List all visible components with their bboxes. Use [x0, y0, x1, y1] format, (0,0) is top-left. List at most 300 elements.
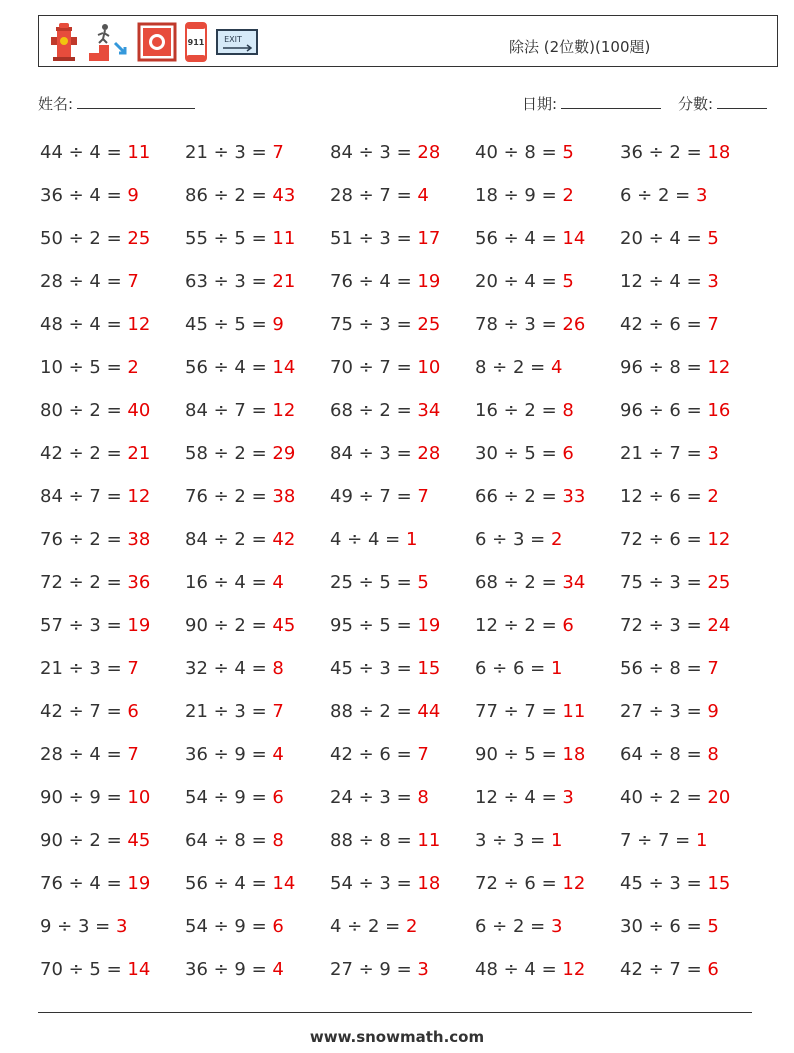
problem-answer: 14: [272, 357, 296, 378]
problem: [475, 913, 562, 941]
problem-answer: 2: [405, 916, 418, 937]
problem-question: 90 ÷ 5 =: [475, 744, 557, 765]
problem: [620, 397, 730, 425]
problem-answer: 3: [707, 443, 719, 464]
problem-question: 21 ÷ 3 =: [185, 142, 267, 163]
problem-question: 16 ÷ 4 =: [185, 572, 267, 593]
problem-answer: 16: [707, 400, 731, 421]
problem-question: 32 ÷ 4 =: [185, 658, 267, 679]
problem-question: 40 ÷ 2 =: [620, 787, 702, 808]
problem-answer: 18: [417, 873, 441, 894]
problem-question: 70 ÷ 7 =: [330, 357, 412, 378]
problem-question: 6 ÷ 3 =: [475, 529, 546, 550]
problem-question: 6 ÷ 2 =: [475, 916, 546, 937]
problem: [185, 827, 284, 855]
problem-question: 77 ÷ 7 =: [475, 701, 557, 722]
problem-answer: 12: [562, 873, 586, 894]
problem-question: 45 ÷ 3 =: [330, 658, 412, 679]
problem-answer: 2: [550, 529, 563, 550]
problem-question: 40 ÷ 8 =: [475, 142, 557, 163]
problem: [40, 741, 139, 769]
problem-question: 30 ÷ 6 =: [620, 916, 702, 937]
problem-answer: 45: [127, 830, 151, 851]
problem: [185, 139, 284, 167]
problem: [330, 741, 429, 769]
problem-question: 84 ÷ 3 =: [330, 142, 412, 163]
problem: [475, 311, 585, 339]
problem-question: 88 ÷ 8 =: [330, 830, 412, 851]
problem-question: 12 ÷ 4 =: [475, 787, 557, 808]
problem-question: 16 ÷ 2 =: [475, 400, 557, 421]
score-field: [678, 93, 767, 114]
problem-question: 86 ÷ 2 =: [185, 185, 267, 206]
problem: [475, 569, 585, 597]
problem-question: 76 ÷ 4 =: [330, 271, 412, 292]
problem-question: 6 ÷ 2 =: [620, 185, 691, 206]
problem: [185, 784, 284, 812]
problem-question: 54 ÷ 9 =: [185, 787, 267, 808]
problem: [40, 913, 127, 941]
problem-grid: [40, 139, 770, 999]
problem-question: 64 ÷ 8 =: [620, 744, 702, 765]
problem-answer: 11: [272, 228, 296, 249]
problem: [330, 655, 440, 683]
problem-question: 27 ÷ 9 =: [330, 959, 412, 980]
problem-question: 56 ÷ 4 =: [475, 228, 557, 249]
problem-question: 36 ÷ 4 =: [40, 185, 122, 206]
problem: [40, 956, 150, 984]
problem-answer: 5: [417, 572, 429, 593]
problem: [475, 483, 585, 511]
problem: [475, 612, 574, 640]
problem-question: 90 ÷ 9 =: [40, 787, 122, 808]
problem: [330, 440, 440, 468]
problem-question: 66 ÷ 2 =: [475, 486, 557, 507]
problem-answer: 1: [550, 830, 563, 851]
problem-answer: 1: [695, 830, 708, 851]
problem: [620, 139, 730, 167]
problem-answer: 8: [707, 744, 719, 765]
problem-answer: 15: [417, 658, 441, 679]
problem-question: 24 ÷ 3 =: [330, 787, 412, 808]
problem-answer: 21: [272, 271, 296, 292]
problem-answer: 7: [417, 486, 429, 507]
problem: [330, 827, 440, 855]
problem-question: 78 ÷ 3 =: [475, 314, 557, 335]
problem-question: 76 ÷ 4 =: [40, 873, 122, 894]
problem: [620, 268, 719, 296]
problem: [40, 268, 139, 296]
problem: [620, 827, 707, 855]
problem-answer: 7: [417, 744, 429, 765]
problem-question: 9 ÷ 3 =: [40, 916, 111, 937]
problem: [475, 827, 562, 855]
problem-answer: 6: [272, 787, 284, 808]
problem-question: 76 ÷ 2 =: [185, 486, 267, 507]
problem-answer: 7: [127, 271, 139, 292]
problem-answer: 5: [707, 228, 719, 249]
problem-answer: 18: [707, 142, 731, 163]
problem: [40, 397, 150, 425]
problem-answer: 6: [127, 701, 139, 722]
problem: [185, 397, 295, 425]
problem: [40, 182, 139, 210]
problem-answer: 5: [562, 142, 574, 163]
problem-question: 90 ÷ 2 =: [40, 830, 122, 851]
problem-question: 54 ÷ 9 =: [185, 916, 267, 937]
problem-question: 36 ÷ 9 =: [185, 744, 267, 765]
problem: [40, 225, 150, 253]
problem: [620, 913, 719, 941]
problem-question: 3 ÷ 3 =: [475, 830, 546, 851]
problem-answer: 5: [562, 271, 574, 292]
problem-question: 4 ÷ 2 =: [330, 916, 401, 937]
problem-answer: 24: [707, 615, 731, 636]
problem: [40, 655, 139, 683]
problem-answer: 19: [417, 615, 441, 636]
problem: [620, 655, 719, 683]
problem-answer: 7: [272, 142, 284, 163]
problem-answer: 34: [562, 572, 586, 593]
problem: [330, 913, 417, 941]
problem: [330, 397, 440, 425]
problem-answer: 3: [562, 787, 574, 808]
problem: [330, 225, 440, 253]
problem: [40, 139, 150, 167]
problem-answer: 12: [127, 314, 151, 335]
problem-question: 42 ÷ 6 =: [330, 744, 412, 765]
problem-answer: 4: [550, 357, 563, 378]
problem-answer: 2: [127, 357, 139, 378]
problem-answer: 40: [127, 400, 151, 421]
exit-sign-icon: [215, 21, 259, 63]
problem-answer: 9: [707, 701, 719, 722]
problem: [185, 870, 295, 898]
problem-answer: 15: [707, 873, 731, 894]
problem-answer: 38: [272, 486, 296, 507]
problem: [475, 870, 585, 898]
problem-answer: 6: [562, 443, 574, 464]
problem-answer: 12: [127, 486, 151, 507]
problem: [475, 268, 574, 296]
problem-answer: 42: [272, 529, 296, 550]
problem: [185, 569, 284, 597]
problem-answer: 9: [272, 314, 284, 335]
problem: [330, 182, 429, 210]
problem-question: 76 ÷ 2 =: [40, 529, 122, 550]
problem-question: 58 ÷ 2 =: [185, 443, 267, 464]
problem-question: 57 ÷ 3 =: [40, 615, 122, 636]
problem-question: 80 ÷ 2 =: [40, 400, 122, 421]
problem-question: 6 ÷ 6 =: [475, 658, 546, 679]
problem-question: 64 ÷ 8 =: [185, 830, 267, 851]
problem: [620, 311, 719, 339]
problem-answer: 25: [417, 314, 441, 335]
problem: [475, 655, 562, 683]
problem-question: 72 ÷ 6 =: [475, 873, 557, 894]
problem: [185, 612, 295, 640]
problem-question: 42 ÷ 7 =: [620, 959, 702, 980]
problem-question: 63 ÷ 3 =: [185, 271, 267, 292]
problem-question: 56 ÷ 4 =: [185, 873, 267, 894]
problem: [185, 483, 295, 511]
problem-question: 75 ÷ 3 =: [330, 314, 412, 335]
problem-answer: 3: [115, 916, 128, 937]
problem: [475, 698, 585, 726]
problem: [40, 870, 150, 898]
problem-answer: 7: [272, 701, 284, 722]
problem-answer: 8: [562, 400, 574, 421]
problem-answer: 3: [550, 916, 563, 937]
problem: [40, 354, 139, 382]
problem-question: 12 ÷ 4 =: [620, 271, 702, 292]
problem-answer: 10: [417, 357, 441, 378]
problem: [330, 268, 440, 296]
problem: [620, 698, 719, 726]
problem: [475, 526, 562, 554]
problem-answer: 28: [417, 142, 441, 163]
problem-question: 20 ÷ 4 =: [620, 228, 702, 249]
problem-question: 45 ÷ 5 =: [185, 314, 267, 335]
problem: [330, 526, 417, 554]
problem-answer: 8: [272, 658, 284, 679]
problem: [620, 483, 719, 511]
exit-sign-text: EXIT: [224, 35, 242, 44]
problem-answer: 14: [127, 959, 151, 980]
problem: [40, 440, 150, 468]
problem-question: 48 ÷ 4 =: [40, 314, 122, 335]
problem-question: 36 ÷ 2 =: [620, 142, 702, 163]
problem-question: 18 ÷ 9 =: [475, 185, 557, 206]
problem: [475, 225, 585, 253]
problem-question: 49 ÷ 7 =: [330, 486, 412, 507]
problem: [40, 827, 150, 855]
phone-911-icon: [183, 21, 209, 63]
problem-question: 90 ÷ 2 =: [185, 615, 267, 636]
problem-answer: 4: [272, 959, 284, 980]
problem: [330, 569, 429, 597]
problem-question: 42 ÷ 7 =: [40, 701, 122, 722]
problem-answer: 11: [562, 701, 586, 722]
problem-question: 7 ÷ 7 =: [620, 830, 691, 851]
problem-answer: 6: [272, 916, 284, 937]
problem-question: 10 ÷ 5 =: [40, 357, 122, 378]
emergency-stairs-icon: [87, 21, 131, 63]
problem-question: 27 ÷ 3 =: [620, 701, 702, 722]
problem: [185, 741, 284, 769]
problem-question: 96 ÷ 8 =: [620, 357, 702, 378]
problem: [185, 354, 295, 382]
problem-answer: 19: [127, 873, 151, 894]
name-blank[interactable]: [77, 94, 195, 109]
problem: [620, 440, 719, 468]
problem: [330, 612, 440, 640]
score-label: 分數:: [678, 95, 714, 113]
problem: [330, 956, 429, 984]
problem-answer: 38: [127, 529, 151, 550]
problem-answer: 20: [707, 787, 731, 808]
problem-answer: 7: [127, 744, 139, 765]
problem-question: 42 ÷ 6 =: [620, 314, 702, 335]
problem-answer: 4: [272, 572, 284, 593]
problem-answer: 43: [272, 185, 296, 206]
problem-answer: 7: [707, 314, 719, 335]
problem-question: 55 ÷ 5 =: [185, 228, 267, 249]
problem-question: 36 ÷ 9 =: [185, 959, 267, 980]
problem-question: 28 ÷ 4 =: [40, 744, 122, 765]
problem-answer: 3: [695, 185, 708, 206]
problem-answer: 11: [417, 830, 441, 851]
problem: [330, 698, 440, 726]
problem-answer: 26: [562, 314, 586, 335]
problem-question: 25 ÷ 5 =: [330, 572, 412, 593]
problem-answer: 14: [562, 228, 586, 249]
problem-answer: 36: [127, 572, 151, 593]
date-blank[interactable]: [561, 94, 661, 109]
problem: [330, 870, 440, 898]
problem-question: 54 ÷ 3 =: [330, 873, 412, 894]
problem: [40, 483, 150, 511]
problem-answer: 5: [707, 916, 719, 937]
problem: [40, 311, 150, 339]
date-label: 日期:: [522, 95, 558, 113]
problem-answer: 18: [562, 744, 586, 765]
problem-answer: 44: [417, 701, 441, 722]
problem-question: 45 ÷ 3 =: [620, 873, 702, 894]
problem-answer: 2: [707, 486, 719, 507]
problem-answer: 3: [707, 271, 719, 292]
problem: [475, 354, 562, 382]
problem: [475, 182, 574, 210]
problem-question: 56 ÷ 8 =: [620, 658, 702, 679]
problem-question: 51 ÷ 3 =: [330, 228, 412, 249]
problem-question: 48 ÷ 4 =: [475, 959, 557, 980]
problem: [620, 741, 719, 769]
problem: [330, 354, 440, 382]
problem-question: 96 ÷ 6 =: [620, 400, 702, 421]
problem-answer: 4: [272, 744, 284, 765]
problem: [185, 526, 295, 554]
problem-answer: 6: [707, 959, 719, 980]
problem-answer: 33: [562, 486, 586, 507]
problem-answer: 4: [417, 185, 429, 206]
problem-question: 28 ÷ 4 =: [40, 271, 122, 292]
problem: [185, 913, 284, 941]
problem: [185, 182, 295, 210]
problem: [185, 225, 295, 253]
problem-question: 88 ÷ 2 =: [330, 701, 412, 722]
problem: [185, 311, 284, 339]
problem: [40, 612, 150, 640]
problem-answer: 1: [405, 529, 418, 550]
problem-question: 95 ÷ 5 =: [330, 615, 412, 636]
footer-site: www.snowmath.com: [309, 1028, 485, 1046]
problem-answer: 10: [127, 787, 151, 808]
problem: [40, 784, 150, 812]
problem-answer: 12: [562, 959, 586, 980]
problem-question: 75 ÷ 3 =: [620, 572, 702, 593]
icon-strip: [47, 20, 265, 64]
phone-911-text: 911: [187, 38, 205, 47]
problem: [475, 741, 585, 769]
problem-question: 84 ÷ 3 =: [330, 443, 412, 464]
problem: [475, 956, 585, 984]
date-field: [522, 93, 661, 114]
problem: [185, 956, 284, 984]
problem-answer: 6: [562, 615, 574, 636]
problem-question: 68 ÷ 2 =: [330, 400, 412, 421]
problem: [620, 956, 719, 984]
problem-question: 72 ÷ 6 =: [620, 529, 702, 550]
problem: [40, 698, 139, 726]
problem-answer: 34: [417, 400, 441, 421]
problem: [620, 784, 730, 812]
problem-answer: 8: [272, 830, 284, 851]
problem-answer: 14: [272, 873, 296, 894]
problem: [475, 397, 574, 425]
problem-answer: 12: [707, 529, 731, 550]
fire-alarm-icon: [137, 21, 177, 63]
problem: [620, 569, 730, 597]
problem-answer: 12: [707, 357, 731, 378]
problem-answer: 19: [417, 271, 441, 292]
problem-answer: 25: [707, 572, 731, 593]
problem-answer: 28: [417, 443, 441, 464]
problem-answer: 3: [417, 959, 429, 980]
problem-question: 8 ÷ 2 =: [475, 357, 546, 378]
problem-question: 50 ÷ 2 =: [40, 228, 122, 249]
score-blank[interactable]: [717, 94, 767, 109]
problem-answer: 29: [272, 443, 296, 464]
problem: [185, 440, 295, 468]
problem: [185, 268, 295, 296]
problem-question: 70 ÷ 5 =: [40, 959, 122, 980]
problem: [620, 225, 719, 253]
problem: [475, 139, 574, 167]
problem-question: 20 ÷ 4 =: [475, 271, 557, 292]
problem: [185, 655, 284, 683]
problem-question: 84 ÷ 7 =: [185, 400, 267, 421]
problem-answer: 8: [417, 787, 429, 808]
problem: [475, 784, 574, 812]
problem: [185, 698, 284, 726]
problem: [330, 483, 429, 511]
fire-hydrant-icon: [47, 21, 81, 63]
problem: [330, 784, 429, 812]
worksheet-header: [38, 15, 778, 67]
problem: [475, 440, 574, 468]
problem-question: 21 ÷ 3 =: [185, 701, 267, 722]
problem-answer: 45: [272, 615, 296, 636]
problem-question: 12 ÷ 2 =: [475, 615, 557, 636]
problem-answer: 11: [127, 142, 151, 163]
problem-question: 84 ÷ 7 =: [40, 486, 122, 507]
problem: [620, 612, 730, 640]
page-title: 除法 (2位數)(100題): [509, 38, 651, 56]
problem-question: 12 ÷ 6 =: [620, 486, 702, 507]
problem-answer: 12: [272, 400, 296, 421]
problem-question: 44 ÷ 4 =: [40, 142, 122, 163]
problem: [330, 139, 440, 167]
problem: [330, 311, 440, 339]
problem-question: 4 ÷ 4 =: [330, 529, 401, 550]
problem-answer: 19: [127, 615, 151, 636]
problem-answer: 1: [550, 658, 563, 679]
problem: [620, 354, 730, 382]
problem-question: 68 ÷ 2 =: [475, 572, 557, 593]
problem-question: 72 ÷ 2 =: [40, 572, 122, 593]
problem-answer: 7: [127, 658, 139, 679]
